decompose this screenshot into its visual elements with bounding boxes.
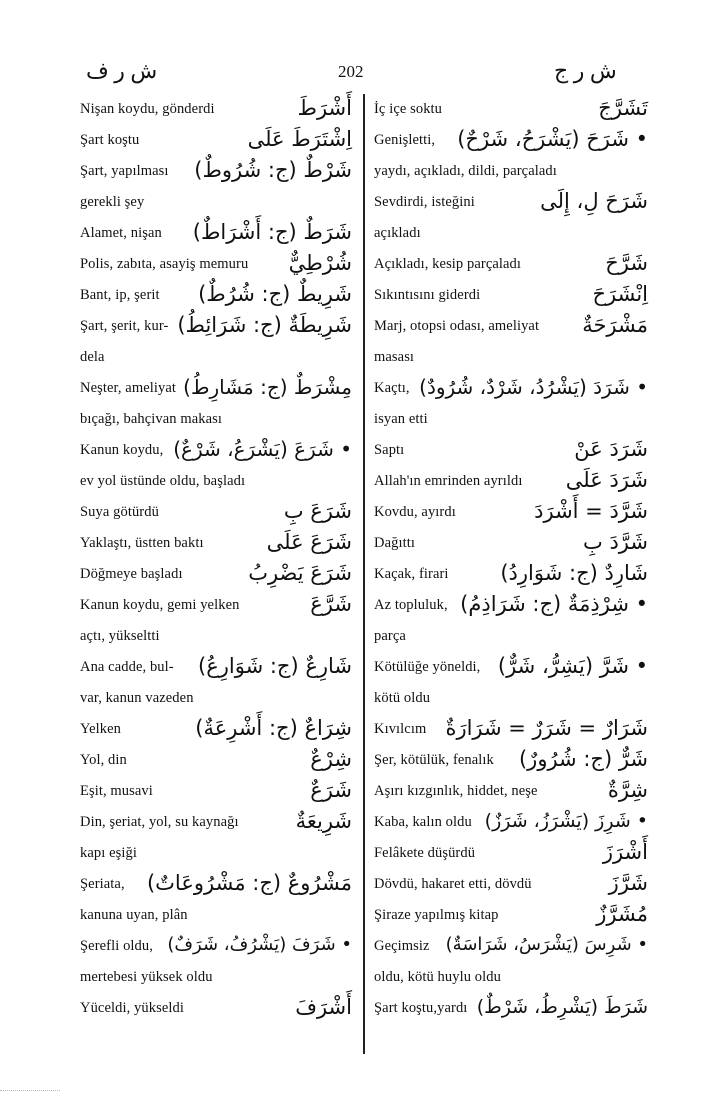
turkish-definition: Şart koştu — [80, 132, 140, 148]
dictionary-line — [80, 683, 352, 714]
arabic-headword: • شِرْذِمَةٌ (ج: شَرَاذِمُ) — [460, 592, 648, 616]
arabic-headword: مَشْرُوعٌ (ج: مَشْرُوعَاتٌ) — [146, 871, 352, 895]
turkish-definition: açtı, yükseltti — [80, 628, 160, 644]
arabic-headword: اِشْتَرَطَ عَلَى — [247, 127, 352, 151]
arabic-headword: • شَرَدَ (يَشْرُدُ، شَرْدٌ، شُرُودٌ) — [419, 375, 648, 399]
dictionary-line — [80, 94, 352, 125]
arabic-headword: شَرَّحَ — [605, 251, 648, 275]
arabic-headword: شَرَعٌ — [310, 778, 352, 802]
turkish-definition: Eşit, musavi — [80, 783, 153, 799]
dictionary-line — [80, 435, 352, 466]
arabic-headword: • شَرَحَ (يَشْرَحُ، شَرْحٌ) — [457, 127, 648, 151]
dictionary-line — [374, 249, 648, 280]
dictionary-line — [80, 311, 352, 342]
turkish-definition: Şart, şerit, kur- — [80, 318, 169, 334]
dictionary-line — [374, 838, 648, 869]
turkish-definition: dela — [80, 349, 105, 365]
dictionary-line — [374, 931, 648, 962]
turkish-definition: Genişletti, — [374, 132, 436, 148]
dictionary-line — [80, 280, 352, 311]
turkish-definition: Bant, ip, şerit — [80, 287, 160, 303]
turkish-definition: Kanun koydu, gemi yelken — [80, 597, 240, 613]
turkish-definition: Kaçak, firari — [374, 566, 449, 582]
dictionary-line — [374, 435, 648, 466]
turkish-definition: Allah'ın emrinden ayrıldı — [374, 473, 523, 489]
turkish-definition: Yaklaştı, üstten baktı — [80, 535, 204, 551]
turkish-definition: gerekli şey — [80, 194, 145, 210]
dictionary-line — [374, 621, 648, 652]
turkish-definition: Kötülüğe yöneldi, — [374, 659, 481, 675]
turkish-definition: Kanun koydu, — [80, 442, 164, 458]
arabic-headword: شَرَحَ لِ، إِلَى — [540, 189, 648, 213]
dictionary-line — [374, 590, 648, 621]
arabic-headword: • شَرَعَ (يَشْرَعُ، شَرْعٌ) — [173, 437, 352, 461]
dictionary-line — [80, 838, 352, 869]
arabic-headword: • شَرَّ (يَشِرُّ، شَرٌّ) — [497, 654, 648, 678]
dictionary-line — [80, 652, 352, 683]
turkish-definition: Döğmeye başladı — [80, 566, 183, 582]
turkish-definition: İç içe soktu — [374, 101, 443, 117]
arabic-headword: شَرَّعَ — [310, 592, 352, 616]
arabic-headword: أَشْرَطَ — [297, 96, 352, 120]
dictionary-line — [374, 683, 648, 714]
turkish-definition: Suya götürdü — [80, 504, 159, 520]
dictionary-line — [80, 931, 352, 962]
turkish-definition: isyan etti — [374, 411, 428, 427]
dictionary-line — [80, 497, 352, 528]
dictionary-line — [80, 559, 352, 590]
right-column — [374, 94, 648, 1024]
turkish-definition: Kaçtı, — [374, 380, 410, 396]
turkish-definition: kapı eşiği — [80, 845, 137, 861]
dictionary-line — [80, 621, 352, 652]
turkish-definition: Neşter, ameliyat — [80, 380, 177, 396]
dictionary-line — [80, 993, 352, 1024]
turkish-definition: Kovdu, ayırdı — [374, 504, 456, 520]
dictionary-line — [80, 807, 352, 838]
dictionary-line — [80, 156, 352, 187]
dictionary-line — [374, 94, 648, 125]
dictionary-line — [80, 528, 352, 559]
turkish-definition: Açıkladı, kesip parçaladı — [374, 256, 522, 272]
dictionary-line — [374, 962, 648, 993]
dictionary-line — [80, 466, 352, 497]
arabic-headword: تَشَرَّجَ — [598, 96, 648, 120]
dictionary-line — [374, 528, 648, 559]
arabic-headword: شُرْطِيٌّ — [288, 251, 352, 275]
dictionary-line — [80, 218, 352, 249]
dictionary-line — [374, 776, 648, 807]
arabic-headword: شَرَعَ يَضْرِبُ — [248, 561, 352, 585]
arabic-headword: شَرَّدَ = أَشْرَدَ — [534, 499, 648, 523]
turkish-definition: Şart koştu,yardı — [374, 1000, 468, 1016]
turkish-definition: Sevdirdi, isteğini — [374, 194, 475, 210]
dictionary-line — [374, 218, 648, 249]
arabic-headword: شَرٌّ (ج: شُرُورٌ) — [518, 747, 648, 771]
turkish-definition: Şerefli oldu, — [80, 938, 153, 954]
dictionary-line — [374, 342, 648, 373]
header-root-letters-right: ش ر ج — [554, 58, 617, 83]
turkish-definition: Şiraze yapılmış kitap — [374, 907, 499, 923]
left-column — [80, 94, 352, 1024]
turkish-definition: Yüceldi, yükseldi — [80, 1000, 184, 1016]
dictionary-line — [374, 900, 648, 931]
turkish-definition: Sıkıntısını giderdi — [374, 287, 481, 303]
turkish-definition: Aşırı kızgınlık, hiddet, neşe — [374, 783, 538, 799]
arabic-headword: شِرْعٌ — [310, 747, 352, 771]
turkish-definition: kötü oldu — [374, 690, 431, 706]
arabic-headword: شَرَعَ بِ — [283, 499, 352, 523]
arabic-headword: مِشْرَطٌ (ج: مَشَارِطُ) — [183, 375, 352, 399]
arabic-headword: شَرَطَ (يَشْرِطُ، شَرْطٌ) — [476, 996, 648, 1018]
arabic-headword: مَشْرَحَةٌ — [582, 313, 648, 337]
dictionary-line — [374, 373, 648, 404]
dictionary-line — [80, 249, 352, 280]
dictionary-line — [374, 993, 648, 1024]
arabic-headword: • شَرِسَ (يَشْرَسُ، شَرَاسَةٌ) — [445, 934, 648, 955]
dictionary-line — [374, 745, 648, 776]
turkish-definition: masası — [374, 349, 415, 365]
arabic-headword: شَرَّدَ بِ — [583, 530, 648, 554]
arabic-headword: شَرَطٌ (ج: أَشْرَاطٌ) — [192, 220, 352, 244]
turkish-definition: Dağıttı — [374, 535, 415, 551]
arabic-headword: شَرْطٌ (ج: شُرُوطٌ) — [194, 158, 352, 182]
column-divider — [363, 94, 365, 1054]
dictionary-line — [374, 125, 648, 156]
dictionary-line — [374, 156, 648, 187]
turkish-definition: Geçimsiz — [374, 938, 430, 954]
turkish-definition: yaydı, açıkladı, dildi, parçaladı — [374, 163, 557, 179]
arabic-headword: شَرَدَ عَنْ — [574, 437, 648, 461]
arabic-headword: شَرِيطَةٌ (ج: شَرَائِطُ) — [177, 313, 352, 337]
header-root-letters-left: ش ر ف — [86, 58, 158, 83]
dictionary-line — [374, 280, 648, 311]
arabic-headword: شَرِيطٌ (ج: شُرُطٌ) — [198, 282, 352, 306]
turkish-definition: Dövdü, hakaret etti, dövdü — [374, 876, 532, 892]
dictionary-line — [374, 807, 648, 838]
arabic-headword: شَارِدٌ (ج: شَوَارِدُ) — [500, 561, 648, 585]
dictionary-line — [374, 187, 648, 218]
turkish-definition: parça — [374, 628, 406, 644]
arabic-headword: مُشَرَّزٌ — [596, 902, 648, 926]
arabic-headword: أَشْرَزَ — [602, 840, 648, 864]
turkish-definition: Kaba, kalın oldu — [374, 814, 472, 830]
turkish-definition: ev yol üstünde oldu, başladı — [80, 473, 246, 489]
dictionary-line — [374, 559, 648, 590]
arabic-headword: شِرَاعٌ (ج: أَشْرِعَةٌ) — [195, 716, 352, 740]
dictionary-line — [80, 404, 352, 435]
dictionary-line — [374, 404, 648, 435]
turkish-definition: Şeriata, — [80, 876, 125, 892]
dictionary-line — [80, 900, 352, 931]
dictionary-line — [80, 590, 352, 621]
dictionary-line — [80, 342, 352, 373]
arabic-headword: شَرِيعَةٌ — [295, 809, 352, 833]
turkish-definition: Ana cadde, bul- — [80, 659, 174, 675]
turkish-definition: Din, şeriat, yol, su kaynağı — [80, 814, 239, 830]
arabic-headword: شَرَارٌ = شَرَرٌ = شَرَارَةٌ — [445, 716, 648, 740]
turkish-definition: oldu, kötü huylu oldu — [374, 969, 501, 985]
dictionary-line — [80, 869, 352, 900]
dictionary-line — [80, 962, 352, 993]
turkish-definition: Az topluluk, — [374, 597, 448, 613]
arabic-headword: شَرَعَ عَلَى — [266, 530, 352, 554]
dictionary-line — [374, 311, 648, 342]
arabic-headword: • شَرِزَ (يَشْرَزُ، شَرَزٌ) — [484, 810, 648, 832]
turkish-definition: mertebesi yüksek oldu — [80, 969, 213, 985]
turkish-definition: Marj, otopsi odası, ameliyat — [374, 318, 540, 334]
turkish-definition: var, kanun vazeden — [80, 690, 194, 706]
dictionary-line — [374, 869, 648, 900]
turkish-definition: bıçağı, bahçivan makası — [80, 411, 223, 427]
turkish-definition: Saptı — [374, 442, 405, 458]
dictionary-line — [80, 776, 352, 807]
dictionary-line — [80, 125, 352, 156]
dictionary-line — [374, 652, 648, 683]
turkish-definition: Felâkete düşürdü — [374, 845, 476, 861]
turkish-definition: Şer, kötülük, fenalık — [374, 752, 494, 768]
turkish-definition: Polis, zabıta, asayiş memuru — [80, 256, 249, 272]
turkish-definition: Şart, yapılması — [80, 163, 169, 179]
turkish-definition: Yelken — [80, 721, 122, 737]
turkish-definition: kanuna uyan, plân — [80, 907, 188, 923]
page-number: 202 — [338, 62, 364, 81]
arabic-headword: • شَرَفَ (يَشْرُفُ، شَرَفٌ) — [167, 934, 352, 955]
dictionary-line — [374, 714, 648, 745]
turkish-definition: Yol, din — [80, 752, 127, 768]
dictionary-line — [80, 745, 352, 776]
arabic-headword: شَارِعٌ (ج: شَوَارِعُ) — [198, 654, 352, 678]
turkish-definition: Nişan koydu, gönderdi — [80, 101, 215, 117]
turkish-definition: açıkladı — [374, 225, 421, 241]
dictionary-line — [80, 187, 352, 218]
turkish-definition: Alamet, nişan — [80, 225, 162, 241]
arabic-headword: شِرَّةٌ — [607, 778, 648, 802]
arabic-headword: شَرَّزَ — [608, 871, 648, 895]
scan-artifact — [0, 1090, 60, 1093]
arabic-headword: شَرَدَ عَلَى — [565, 468, 648, 492]
arabic-headword: أَشْرَفَ — [295, 995, 352, 1019]
dictionary-line — [80, 373, 352, 404]
dictionary-line — [374, 497, 648, 528]
turkish-definition: Kıvılcım — [374, 721, 427, 737]
dictionary-line — [80, 714, 352, 745]
dictionary-line — [374, 466, 648, 497]
arabic-headword: اِنْشَرَحَ — [592, 282, 648, 306]
